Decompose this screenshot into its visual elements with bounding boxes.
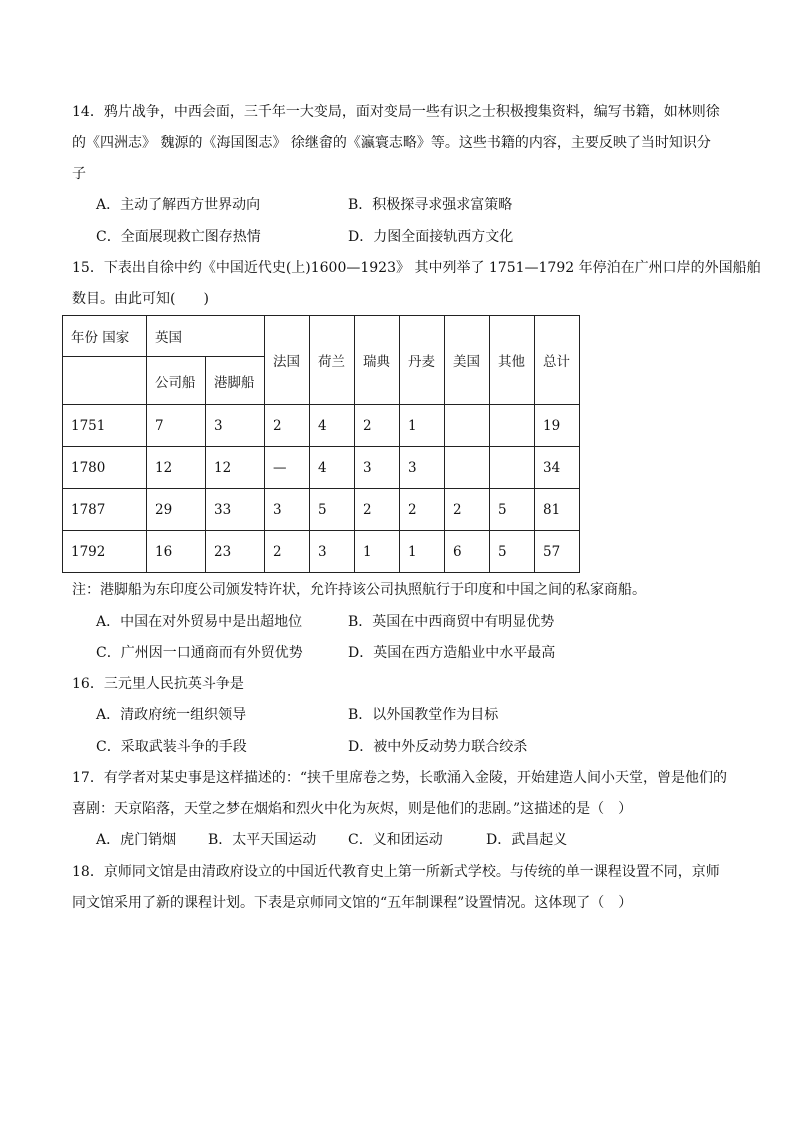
table-cell: 19 [535,405,580,447]
q17-stem-line1: 17．有学者对某史事是这样描述的：“挟千里席卷之势，长歌涌入金陵，开始建造人间小天堂，曾是他们的 [72,770,727,786]
table-header-country-ship: 港脚船 [206,357,265,405]
table-cell: 6 [445,531,490,573]
q16-option-a: A．清政府统一组织领导 [96,707,247,723]
q14-stem-line3: 子 [72,166,86,182]
q17-option-b: B．太平天国运动 [208,832,317,848]
q15-stem-line2: 数目。由此可知( ) [72,291,209,307]
table-row [63,489,580,531]
table-cell: 3 [400,447,445,489]
q15-option-d: D．英国在西方造船业中水平最高 [348,645,556,661]
q16-option-c: C．采取武装斗争的手段 [96,739,247,755]
table-row [63,447,580,489]
table-cell: 1780 [63,447,147,489]
q18-stem-line2: 同文馆采用了新的课程计划。下表是京师同文馆的“五年制课程”设置情况。这体现了（ ） [72,895,633,911]
table-cell: 34 [535,447,580,489]
table-cell [490,405,535,447]
q14-stem-line2: 的《四洲志》 魏源的《海国图志》 徐继畲的《瀛寰志略》等。这些书籍的内容，主要反映了当时知识分 [72,135,711,151]
q15-option-c: C．广州因一口通商而有外贸优势 [96,645,303,661]
table-cell: 2 [265,531,310,573]
table-cell: 5 [490,489,535,531]
table-header-usa: 美国 [445,316,490,405]
table-cell: 1787 [63,489,147,531]
table-cell: 29 [147,489,206,531]
table-cell: 33 [206,489,265,531]
q16-option-d: D．被中外反动势力联合绞杀 [348,739,528,755]
table-cell: 1 [355,531,400,573]
table-cell: 16 [147,531,206,573]
table-cell: 2 [355,405,400,447]
table-corner-header: 年份 国家 [63,316,147,357]
table-header-company-ship: 公司船 [147,357,206,405]
q17-option-a: A．虎门销烟 [96,832,177,848]
table-cell: 2 [355,489,400,531]
q17-stem-line2: 喜剧：天京陷落，天堂之梦在烟焰和烈火中化为灰烬，则是他们的悲剧。”这描述的是（ ） [72,801,633,817]
table-row [63,405,580,447]
q15-table-note: 注：港脚船为东印度公司颁发特许状，允许持该公司执照航行于印度和中国之间的私家商船。 [72,582,646,598]
ships-table [62,315,580,573]
q16-option-b: B．以外国教堂作为目标 [348,707,499,723]
q16-stem-line1: 16．三元里人民抗英斗争是 [72,676,244,692]
table-cell: 23 [206,531,265,573]
table-header-denmark: 丹麦 [400,316,445,405]
table-cell: 4 [310,447,355,489]
table-cell: 81 [535,489,580,531]
table-cell: 5 [490,531,535,573]
table-cell [490,447,535,489]
q15-option-b: B．英国在中西商贸中有明显优势 [348,614,555,630]
q17-option-c: C．义和团运动 [348,832,443,848]
table-cell: 12 [147,447,206,489]
table-cell: 3 [265,489,310,531]
q15-stem-line1: 15．下表出自徐中约《中国近代史(上)1600—1923》 其中列举了 1751—1792 年停泊在广州口岸的外国船舶 [72,260,761,276]
table-header-sweden: 瑞典 [355,316,400,405]
table-header-france: 法国 [265,316,310,405]
table-cell: 1 [400,405,445,447]
table-cell: 1792 [63,531,147,573]
table-header-britain: 英国 [147,316,265,357]
table-cell-empty [63,357,147,405]
q14-stem-line1: 14．鸦片战争，中西会面，三千年一大变局，面对变局一些有识之士积极搜集资料，编写书籍，如林则徐 [72,104,720,120]
table-cell: 2 [400,489,445,531]
table-header-netherlands: 荷兰 [310,316,355,405]
q14-option-c: C．全面展现救亡图存热情 [96,229,261,245]
table-header-total: 总计 [535,316,580,405]
q14-option-a: A．主动了解西方世界动向 [96,197,261,213]
table-cell [445,405,490,447]
table-cell: 2 [445,489,490,531]
q14-option-b: B．积极探寻求强求富策略 [348,197,513,213]
q17-option-d: D．武昌起义 [486,832,568,848]
table-cell [445,447,490,489]
table-cell: 3 [355,447,400,489]
q14-option-d: D．力图全面接轨西方文化 [348,229,514,245]
table-cell: 1751 [63,405,147,447]
q15-option-a: A．中国在对外贸易中是出超地位 [96,614,303,630]
table-cell: 5 [310,489,355,531]
table-cell: 3 [310,531,355,573]
table-cell: 2 [265,405,310,447]
table-cell: 4 [310,405,355,447]
table-cell: — [265,447,310,489]
table-cell: 7 [147,405,206,447]
table-cell: 1 [400,531,445,573]
table-row [63,531,580,573]
q18-stem-line1: 18．京师同文馆是由清政府设立的中国近代教育史上第一所新式学校。与传统的单一课程设置不同，京师 [72,864,720,880]
table-cell: 12 [206,447,265,489]
table-header-other: 其他 [490,316,535,405]
table-cell: 3 [206,405,265,447]
table-cell: 57 [535,531,580,573]
